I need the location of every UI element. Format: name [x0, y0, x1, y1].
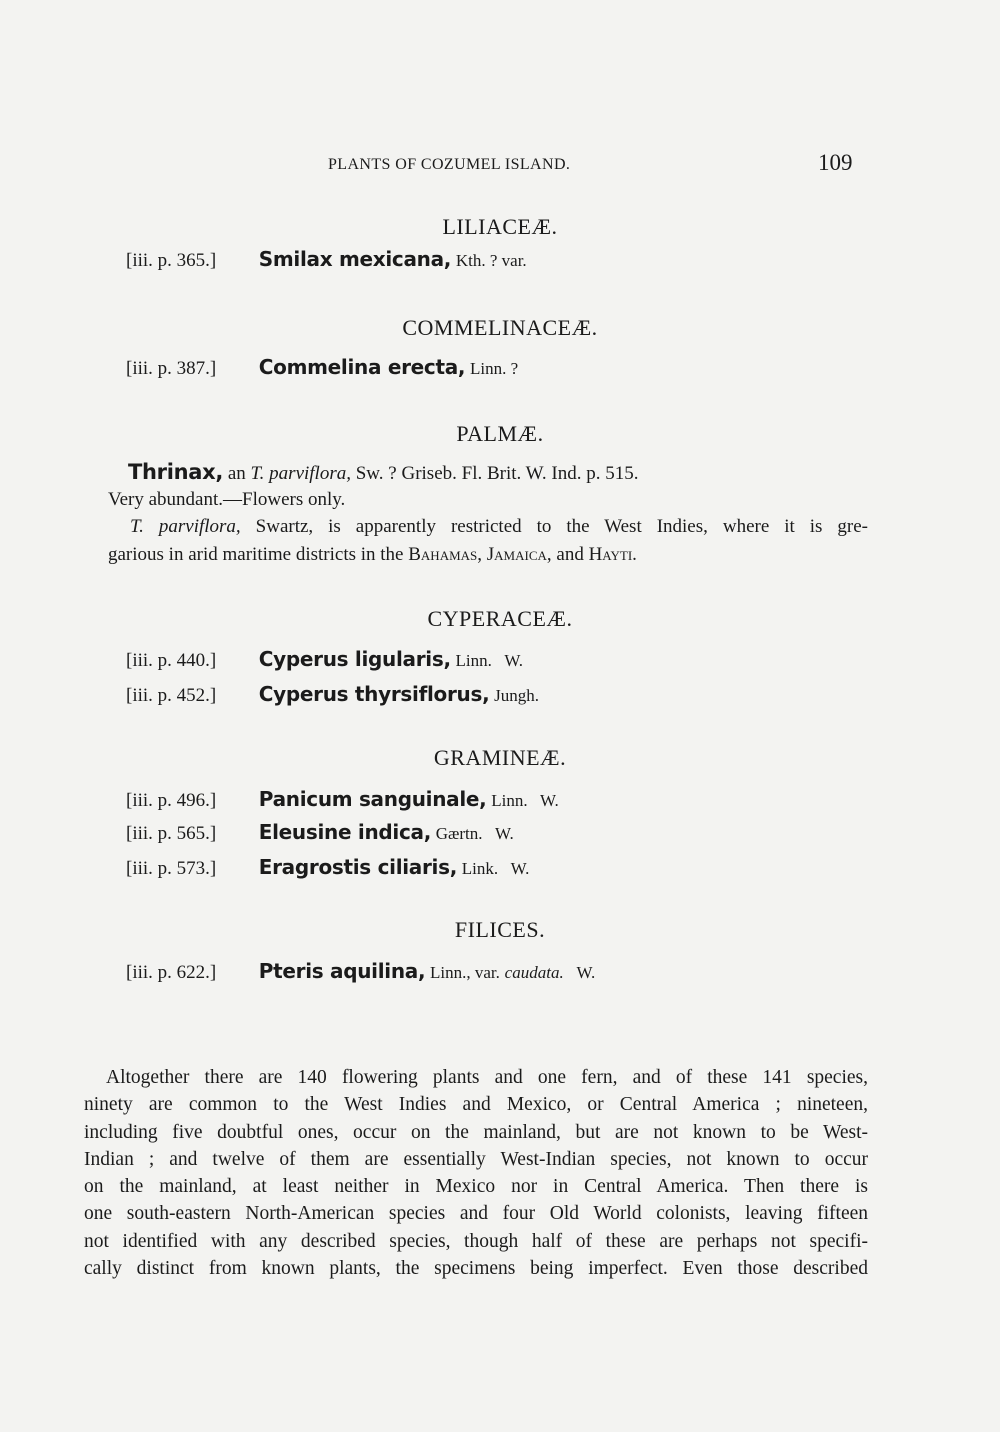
volume-reference: [iii. p. 565.] — [126, 823, 217, 844]
volume-reference: [iii. p. 440.] — [126, 650, 217, 671]
family-heading-filices: FILICES. — [454, 917, 546, 942]
thrinax-citation: Sw. ? Griseb. Fl. Brit. W. Ind. p. 515. — [355, 463, 639, 484]
volume-reference: [iii. p. 365.] — [126, 250, 217, 271]
species-entry — [126, 855, 886, 880]
species-authority: Linn. W. — [491, 791, 559, 810]
species-variety: caudata. — [504, 963, 564, 982]
species-entry — [126, 647, 886, 672]
thrinax-note: Very abundant.—Flowers only. — [108, 489, 346, 510]
summary-line: on the mainland, at least neither in Mexico nor in Central America. Then there is — [84, 1176, 868, 1198]
species-authority: Linn. ? — [469, 359, 519, 378]
species-name: Commelina erecta, — [258, 355, 466, 379]
remark-species: T. parviflora, — [130, 516, 241, 537]
species-name: Cyperus thyrsiflorus, — [258, 682, 490, 706]
species-authority: Gærtn. W. — [435, 824, 514, 843]
summary-line: including five doubtful ones, occur on the mainland, but are not known to be West- — [84, 1121, 868, 1143]
species-name: Cyperus ligularis, — [258, 647, 451, 671]
species-authority: Link. W. — [461, 859, 530, 878]
volume-reference: [iii. p. 622.] — [126, 962, 217, 983]
family-heading-cyperaceae: CYPERACEÆ. — [427, 606, 573, 631]
species-name: Panicum sanguinale, — [258, 787, 487, 811]
species-entry — [126, 959, 886, 984]
species-name: Pteris aquilina, — [258, 959, 426, 983]
species-entry — [126, 787, 886, 812]
species-authority: Linn. W. — [455, 651, 524, 670]
volume-reference: [iii. p. 573.] — [126, 858, 217, 879]
thrinax-remark-line-2 — [108, 544, 868, 566]
remark-and: and — [556, 544, 584, 565]
species-name: Eragrostis ciliaris, — [258, 855, 458, 879]
thrinax-an: an — [227, 463, 246, 484]
family-heading-commelinaceae: COMMELINACEÆ. — [402, 315, 598, 340]
place-hayti: Hayti. — [588, 544, 637, 565]
genus-name: Thrinax, — [128, 460, 224, 484]
thrinax-species: T. parviflora, — [250, 463, 351, 484]
summary-paragraph — [84, 1064, 868, 1282]
species-entry — [126, 820, 886, 845]
species-authority: Jungh. — [494, 686, 539, 705]
summary-line: Altogether there are 140 flowering plants and one fern, and of these 141 species, — [106, 1067, 868, 1088]
place-bahamas: Bahamas, — [408, 544, 483, 565]
remark-text: Swartz, is apparently restricted to the West Indies, where it is gre- — [255, 516, 868, 537]
page-number: 109 — [818, 150, 853, 175]
species-entry — [126, 355, 886, 380]
summary-line: not identified with any described species, though half of these are perhaps not specifi- — [84, 1230, 868, 1252]
running-head — [0, 150, 1000, 180]
place-jamaica: Jamaica, — [486, 544, 552, 565]
species-name: Smilax mexicana, — [258, 247, 452, 271]
species-suffix: W. — [576, 963, 596, 982]
species-entry — [126, 682, 886, 707]
summary-line: Indian ; and twelve of them are essentially West-Indian species, not known to occur — [84, 1148, 868, 1170]
summary-line: cally distinct from known plants, the specimens being imperfect. Even those described — [84, 1258, 868, 1280]
species-authority: Linn., var. — [430, 963, 500, 982]
running-title: PLANTS OF COZUMEL ISLAND. — [328, 156, 571, 173]
summary-line: ninety are common to the West Indies and Mexico, or Central America ; nineteen, — [84, 1094, 868, 1116]
species-name: Eleusine indica, — [258, 820, 432, 844]
family-heading-liliaceae: LILIACEÆ. — [442, 214, 558, 239]
species-authority: Kth. ? var. — [455, 251, 527, 270]
species-entry — [126, 247, 886, 272]
thrinax-remark-line-1 — [130, 516, 868, 538]
thrinax-entry — [128, 460, 888, 485]
volume-reference: [iii. p. 452.] — [126, 685, 217, 706]
summary-line: one south-eastern North-American species and four Old World colonists, leaving fifteen — [84, 1203, 868, 1225]
volume-reference: [iii. p. 387.] — [126, 358, 217, 379]
family-heading-gramineae: GRAMINEÆ. — [433, 745, 567, 770]
volume-reference: [iii. p. 496.] — [126, 790, 217, 811]
family-heading-palmae: PALMÆ. — [456, 421, 544, 446]
remark-text-2: garious in arid maritime districts in the — [108, 544, 404, 565]
